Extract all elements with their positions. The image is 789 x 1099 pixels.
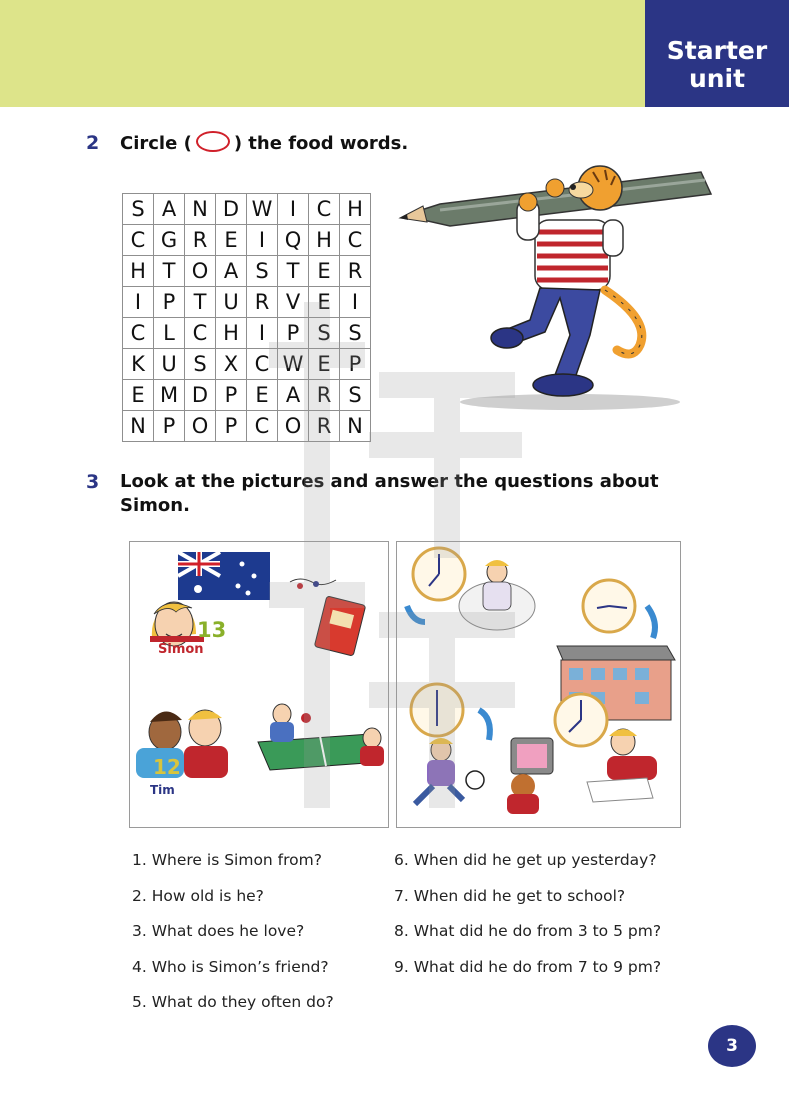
grid-letter[interactable]: D (185, 380, 216, 411)
question-item: 5. What do they often do? (132, 993, 334, 1011)
grid-letter[interactable]: U (154, 349, 185, 380)
grid-letter[interactable]: N (123, 411, 154, 442)
simon-info-picture (129, 541, 389, 828)
grid-letter[interactable]: L (154, 318, 185, 349)
question-item: 9. What did he do from 7 to 9 pm? (394, 958, 662, 976)
red-circle-icon (196, 131, 230, 152)
header-band (0, 0, 645, 107)
question-item: 7. When did he get to school? (394, 887, 626, 905)
grid-row (123, 349, 371, 380)
grid-letter[interactable]: C (340, 225, 371, 256)
grid-row (123, 225, 371, 256)
grid-row (123, 380, 371, 411)
tiger-with-pencil-illustration (395, 160, 725, 415)
grid-letter[interactable]: H (340, 194, 371, 225)
grid-row (123, 411, 371, 442)
grid-letter[interactable]: I (247, 225, 278, 256)
unit-tab-line1: Starter (666, 36, 768, 65)
grid-letter[interactable]: O (278, 411, 309, 442)
grid-letter[interactable]: E (309, 287, 340, 318)
grid-letter[interactable]: W (247, 194, 278, 225)
grid-letter[interactable]: A (216, 256, 247, 287)
grid-letter[interactable]: T (154, 256, 185, 287)
simon-day-picture (396, 541, 681, 828)
daily-routine-illustration (397, 542, 680, 827)
word-search-grid (122, 193, 371, 442)
grid-letter[interactable]: N (340, 411, 371, 442)
grid-letter[interactable]: R (340, 256, 371, 287)
question-item: 1. Where is Simon from? (132, 851, 322, 869)
grid-letter[interactable]: K (123, 349, 154, 380)
grid-letter[interactable]: P (216, 380, 247, 411)
grid-letter[interactable]: S (340, 380, 371, 411)
grid-letter[interactable]: S (185, 349, 216, 380)
grid-letter[interactable]: E (247, 380, 278, 411)
unit-tab (645, 0, 789, 107)
grid-row (123, 194, 371, 225)
grid-letter[interactable]: C (123, 318, 154, 349)
grid-letter[interactable]: R (309, 380, 340, 411)
unit-tab-line2: unit (688, 64, 746, 93)
grid-letter[interactable]: M (154, 380, 185, 411)
grid-letter[interactable]: C (309, 194, 340, 225)
grid-row (123, 318, 371, 349)
exercise-2-number: 2 (86, 132, 100, 154)
grid-letter[interactable]: G (154, 225, 185, 256)
simon-age-label: 13 (197, 618, 227, 642)
grid-letter[interactable]: C (247, 411, 278, 442)
grid-letter[interactable]: P (216, 411, 247, 442)
grid-letter[interactable]: R (309, 411, 340, 442)
grid-letter[interactable]: H (309, 225, 340, 256)
grid-letter[interactable]: N (185, 194, 216, 225)
grid-letter[interactable]: X (216, 349, 247, 380)
exercise-3-instruction-line2: Simon. (120, 495, 190, 516)
grid-letter[interactable]: U (216, 287, 247, 318)
grid-letter[interactable]: R (247, 287, 278, 318)
question-item: 8. What did he do from 3 to 5 pm? (394, 922, 662, 940)
grid-letter[interactable]: I (247, 318, 278, 349)
grid-letter[interactable]: T (185, 287, 216, 318)
grid-letter[interactable]: C (185, 318, 216, 349)
grid-letter[interactable]: D (216, 194, 247, 225)
grid-letter[interactable]: I (278, 194, 309, 225)
question-item: 4. Who is Simon’s friend? (132, 958, 329, 976)
grid-letter[interactable]: W (278, 349, 309, 380)
grid-letter[interactable]: H (216, 318, 247, 349)
grid-letter[interactable]: O (185, 411, 216, 442)
grid-letter[interactable]: H (123, 256, 154, 287)
grid-letter[interactable]: A (154, 194, 185, 225)
grid-letter[interactable]: S (123, 194, 154, 225)
grid-letter[interactable]: S (247, 256, 278, 287)
simon-name-label: Simon (158, 642, 204, 657)
tim-shirt-number: 12 (153, 755, 181, 779)
grid-letter[interactable]: S (340, 318, 371, 349)
grid-letter[interactable]: E (309, 349, 340, 380)
grid-letter[interactable]: P (154, 411, 185, 442)
grid-letter[interactable]: E (123, 380, 154, 411)
question-item: 6. When did he get up yesterday? (394, 851, 657, 869)
tim-name-label: Tim (150, 783, 175, 797)
grid-letter[interactable]: A (278, 380, 309, 411)
grid-letter[interactable]: V (278, 287, 309, 318)
grid-letter[interactable]: P (340, 349, 371, 380)
question-item: 2. How old is he? (132, 887, 264, 905)
grid-letter[interactable]: O (185, 256, 216, 287)
grid-letter[interactable]: I (340, 287, 371, 318)
question-item: 3. What does he love? (132, 922, 305, 940)
grid-letter[interactable]: R (185, 225, 216, 256)
grid-letter[interactable]: E (309, 256, 340, 287)
exercise-2-instruction-end: ) the food words. (233, 133, 409, 154)
page-number-badge: 3 (708, 1025, 756, 1067)
exercise-2-instruction-start: Circle ( (120, 133, 192, 154)
grid-letter[interactable]: C (247, 349, 278, 380)
exercise-3-instruction-line1: Look at the pictures and answer the questions about (120, 471, 659, 492)
grid-row (123, 256, 371, 287)
grid-letter[interactable]: T (278, 256, 309, 287)
grid-letter[interactable]: C (123, 225, 154, 256)
grid-row (123, 287, 371, 318)
grid-letter[interactable]: E (216, 225, 247, 256)
grid-letter[interactable]: I (123, 287, 154, 318)
grid-letter[interactable]: S (309, 318, 340, 349)
grid-letter[interactable]: P (278, 318, 309, 349)
grid-letter[interactable]: Q (278, 225, 309, 256)
exercise-2-instruction (120, 131, 408, 156)
grid-letter[interactable]: P (154, 287, 185, 318)
exercise-3-number: 3 (86, 471, 100, 493)
